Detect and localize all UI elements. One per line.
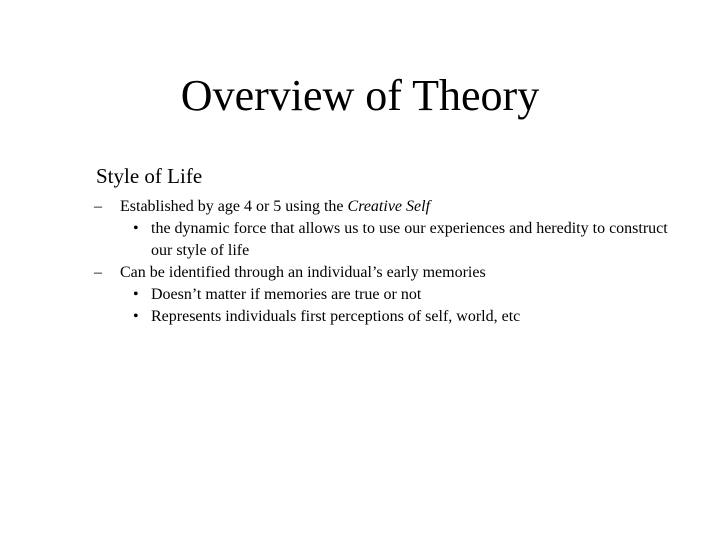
- bullet-marker: •: [133, 286, 139, 303]
- subbullet-first-perceptions: [96, 306, 676, 328]
- slide-title: Overview of Theory: [180, 71, 540, 120]
- bullet-marker: •: [133, 220, 139, 237]
- bullet-text: Established by age 4 or 5 using the: [120, 198, 348, 215]
- bullet-early-memories: [96, 262, 676, 284]
- dash-marker: –: [94, 198, 102, 215]
- subbullet-text: Doesn’t matter if memories are true or not: [151, 286, 422, 303]
- slide-body: [96, 162, 676, 328]
- bullet-text: Can be identified through an individual’s early memories: [120, 264, 486, 281]
- subbullet-dynamic-force: [96, 218, 676, 262]
- bullet-established-by-age: [96, 196, 676, 218]
- subbullet-text: Represents individuals first perceptions of self, world, etc: [151, 308, 521, 325]
- creative-self-term: Creative Self: [347, 198, 431, 215]
- dash-marker: –: [94, 264, 102, 281]
- heading-style-of-life: Style of Life: [96, 164, 203, 188]
- subbullet-text: the dynamic force that allows us to use our experiences and heredity to construct our style of life: [151, 220, 668, 259]
- subbullet-true-or-not: [96, 284, 676, 306]
- bullet-marker: •: [133, 308, 139, 325]
